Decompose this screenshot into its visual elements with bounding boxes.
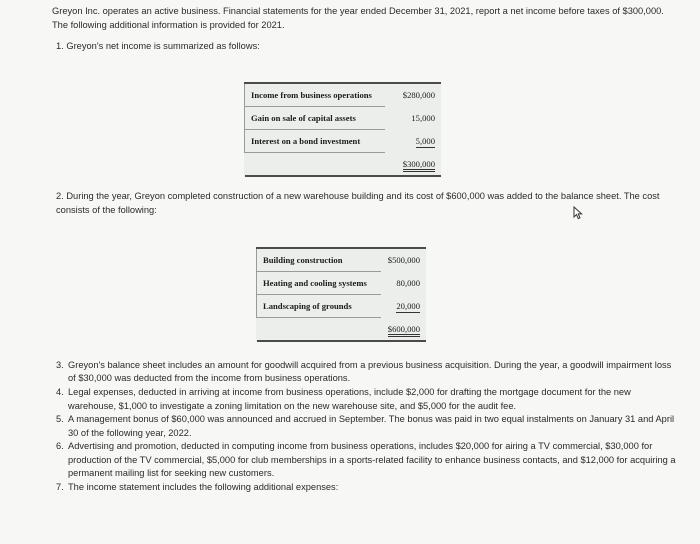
row-label: Building construction — [257, 248, 382, 272]
row-label: Landscaping of grounds — [257, 295, 382, 318]
numbered-list — [56, 359, 676, 495]
table-row — [257, 272, 427, 295]
row-amount: 15,000 — [411, 113, 435, 123]
item-number: 7. — [56, 481, 64, 492]
item-number: 4. — [56, 387, 64, 398]
item-1-text: 1. Greyon's net income is summarized as follows: — [56, 41, 260, 51]
total-row — [245, 153, 442, 177]
row-amount: $500,000 — [381, 248, 426, 272]
item-text: A management bonus of $60,000 was announced and accrued in September. The bonus was paid in two equal instalments on January 31 and April 30 of the following year, 2022. — [68, 414, 675, 438]
row-label: Heating and cooling systems — [257, 272, 382, 295]
item-number: 6. — [56, 441, 64, 452]
item-number: 3. — [56, 360, 64, 370]
row-amount: 80,000 — [396, 278, 420, 288]
warehouse-cost-table — [256, 247, 426, 342]
item-text: The income statement includes the following additional expenses: — [68, 481, 339, 492]
list-item — [56, 440, 676, 480]
row-label: Income from business operations — [245, 83, 386, 107]
table-row — [245, 83, 442, 107]
item-text: Advertising and promotion, deducted in computing income from business operations, includes $20,000 for airing a TV commercial, $30,000 for production of the TV commercial, $5,000 for club memberships in a sports-related facility to enhance business contacts, and $12,000 for acquiring a permanent mailing list for seeking new customers. — [68, 441, 676, 479]
net-income-table — [244, 82, 441, 177]
list-item — [56, 481, 676, 494]
item-2-text: 2. During the year, Greyon completed construction of a new warehouse building and its cost of $600,000 was added to the balance sheet. The cost consists of the following: — [56, 191, 660, 215]
intro-paragraph: Greyon Inc. operates an active business. Financial statements for the year ended December 31, 2021, report a net income before taxes of $300,000. The following additional information is provided for 2021. — [52, 6, 664, 30]
total-row — [257, 318, 427, 342]
row-label: Interest on a bond investment — [245, 130, 386, 153]
list-item — [56, 413, 676, 440]
total-amount: $300,000 — [403, 159, 435, 172]
table-row — [245, 130, 442, 153]
total-amount: $600,000 — [388, 324, 420, 337]
list-item — [56, 386, 676, 413]
row-amount: 20,000 — [396, 301, 420, 311]
table-row — [257, 295, 427, 318]
row-label: Gain on sale of capital assets — [245, 107, 386, 130]
item-number: 5. — [56, 414, 64, 425]
table-row — [245, 107, 442, 130]
mouse-pointer-icon — [571, 206, 585, 220]
item-text: Greyon's balance sheet includes an amount for goodwill acquired from a previous business acquisition. During the year, a goodwill impairment loss of $30,000 was deducted from the income from business operations. — [68, 360, 672, 384]
row-amount: 5,000 — [415, 136, 435, 146]
row-amount: $280,000 — [385, 83, 441, 107]
list-item — [56, 359, 676, 386]
table-row — [257, 248, 427, 272]
item-text: Legal expenses, deducted in arriving at income from business operations, include $2,000 for drafting the mortgage document for the new warehouse, $1,000 to investigate a zoning limitation on the new warehouse site, and $5,000 for the audit fee. — [68, 387, 631, 411]
